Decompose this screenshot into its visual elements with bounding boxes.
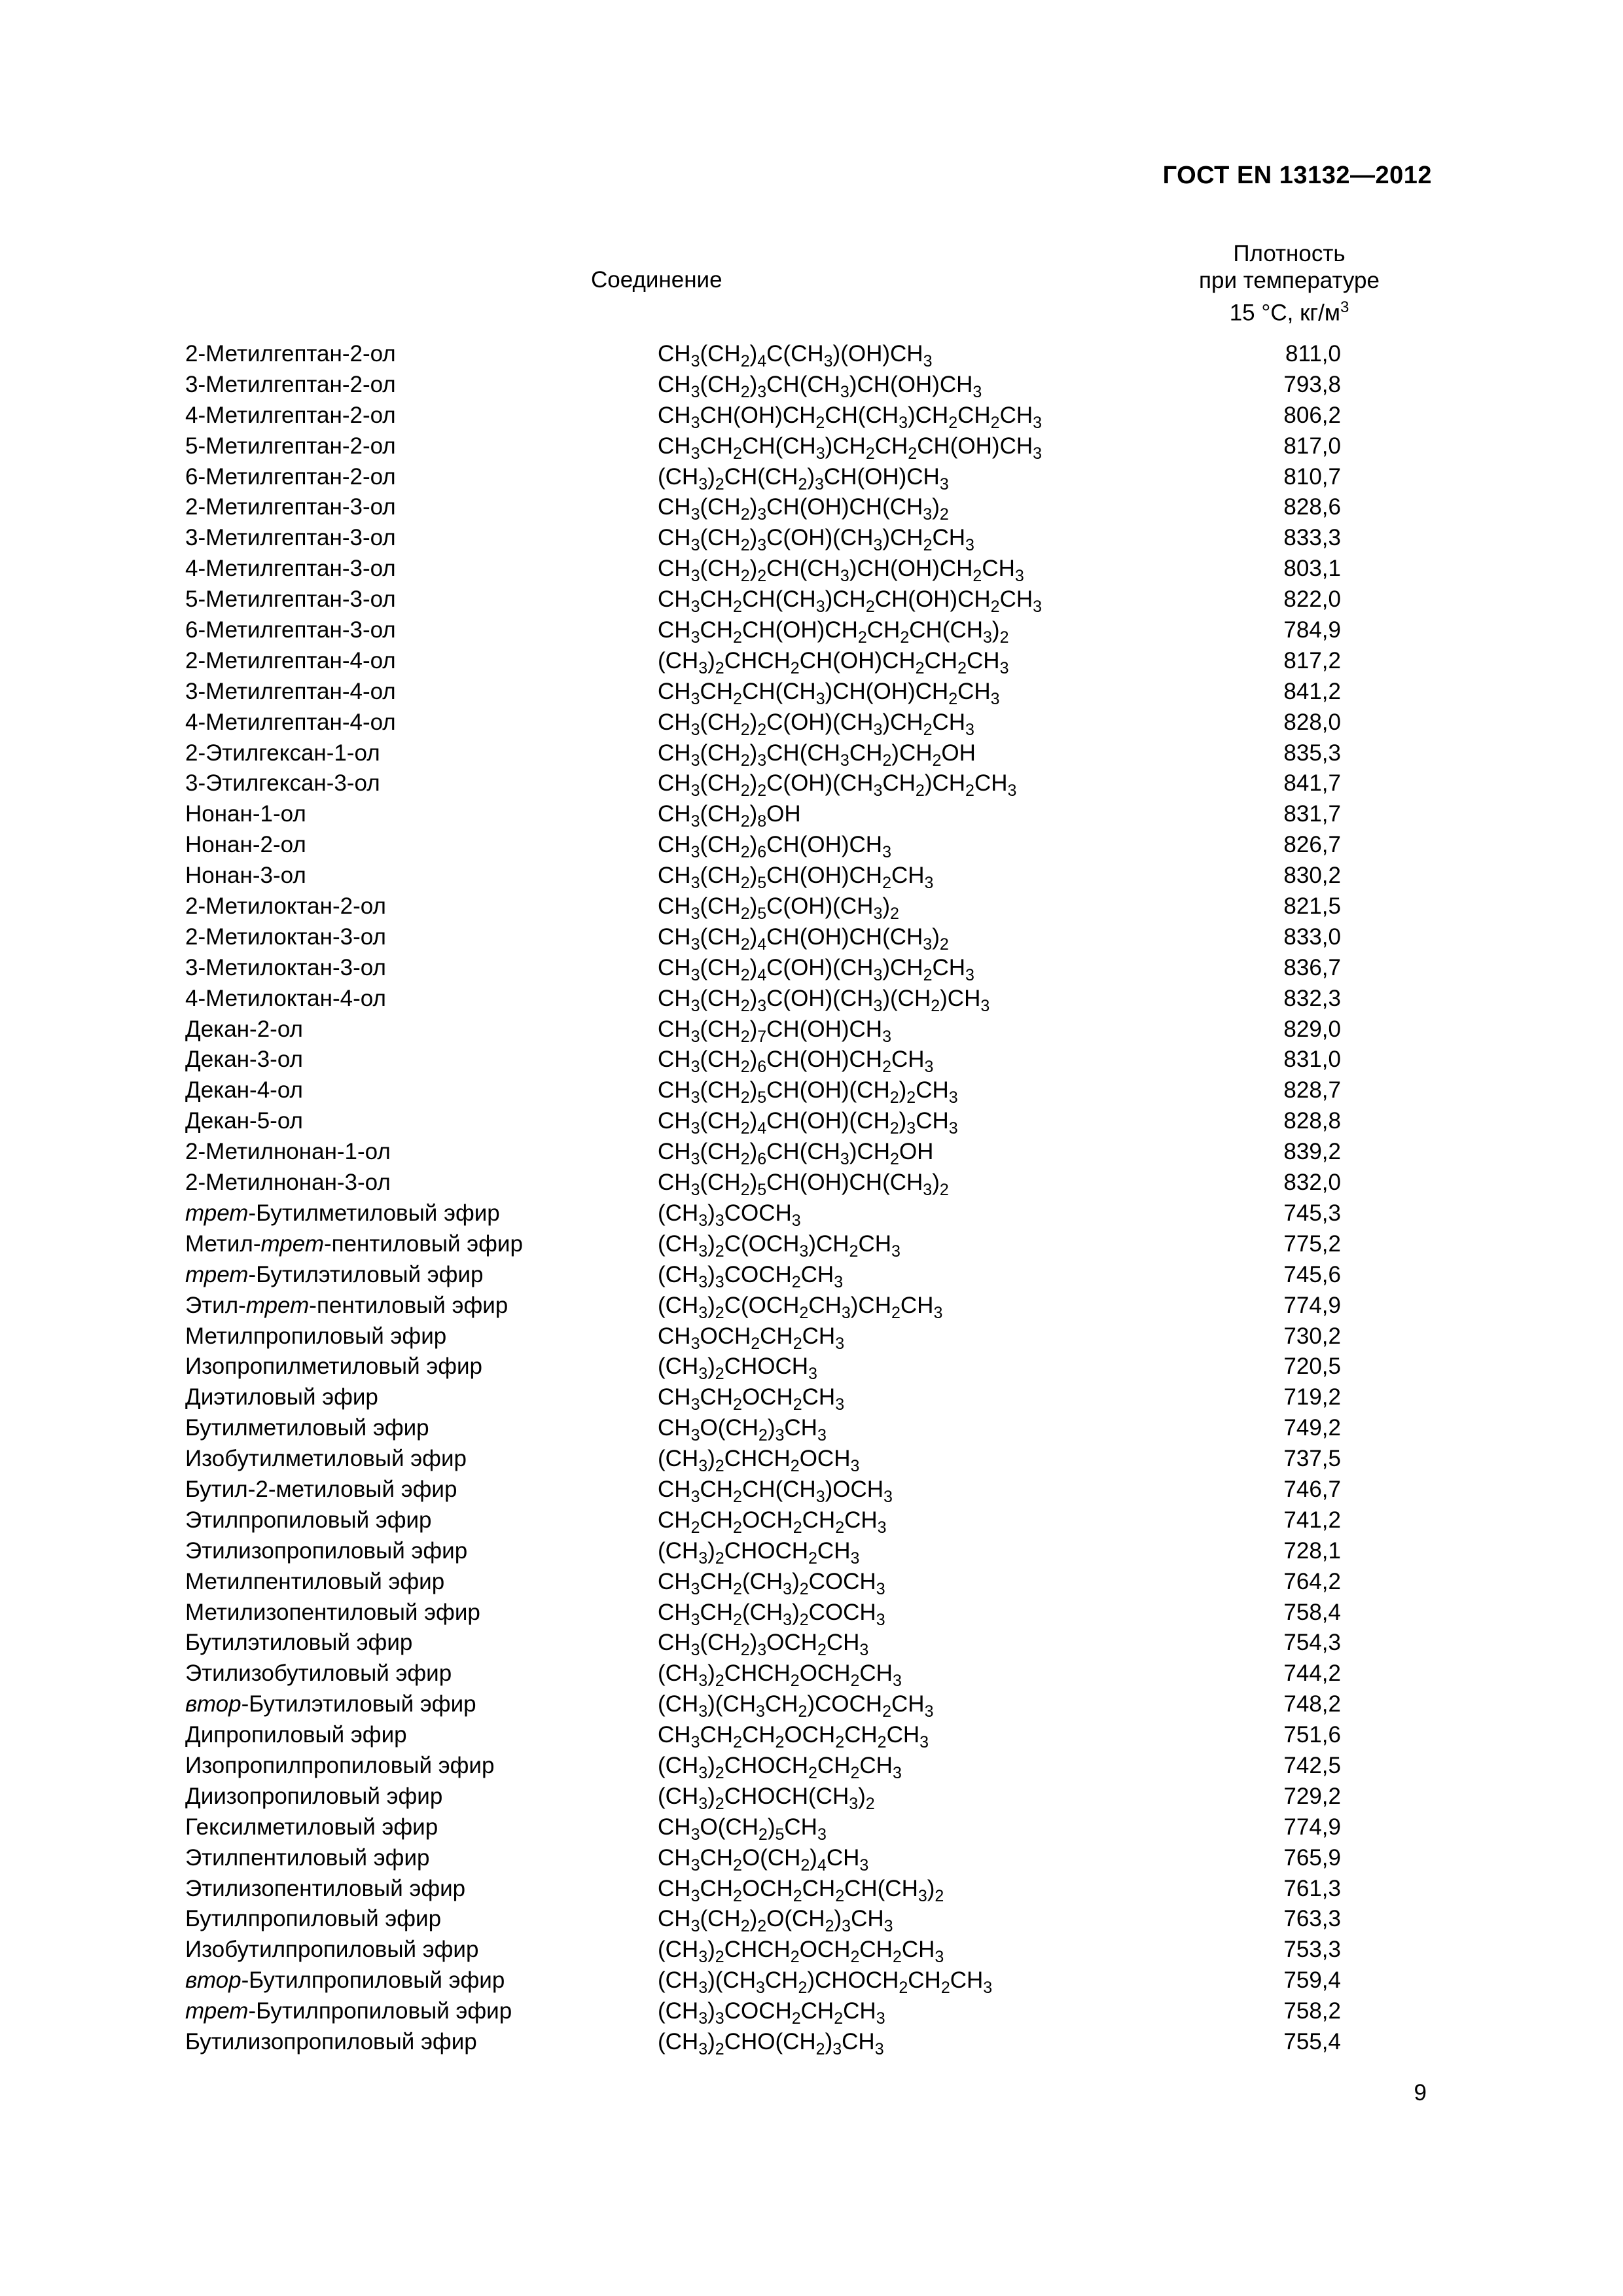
compound-formula: $CH_3(CH_2)_4CH(OH)(CH_2)_3CH_3$ [658,1108,958,1138]
compound-name: 4-Метилгептан-4-ол [185,709,396,735]
compound-formula: $(CH_3)_2C(OCH_2CH_3)CH_2CH_3$ [658,1292,943,1322]
table-row [185,986,1429,1016]
density-value: 749,2 [1283,1415,1341,1441]
compound-formula: $CH_3CH_2(CH_3)_2COCH_3$ [658,1599,885,1629]
compound-formula: $CH_3(CH_2)_5CH(OH)CH(CH_3)_2$ [658,1170,949,1200]
compound-name: Метилпропиловый эфир [185,1323,447,1349]
compound-formula: $CH_3(CH_2)_4CH(OH)CH(CH_3)_2$ [658,924,949,954]
table-row [185,1231,1429,1262]
density-value: 841,2 [1283,678,1341,704]
compound-formula: $CH_3(CH_2)_5C(OH)(CH_3)_2$ [658,893,899,924]
compound-formula: $CH_3O(CH_2)_5CH_3$ [658,1814,827,1844]
table-row [185,1446,1429,1477]
density-value: 741,2 [1283,1507,1341,1533]
compound-formula: $(CH_3)_3COCH_2CH_3$ [658,1261,844,1291]
density-value: 755,4 [1283,2028,1341,2054]
table-row [185,1200,1429,1231]
compound-formula: $CH_3CH_2CH_2OCH_2CH_2CH_3$ [658,1722,929,1752]
compound-formula: $CH_3(CH_2)_3OCH_2CH_3$ [658,1630,869,1660]
table-row [185,1660,1429,1691]
compound-formula: $CH_3CH_2(CH_3)_2COCH_3$ [658,1568,885,1598]
compound-name: 2-Метилнонан-1-ол [185,1139,391,1165]
density-value: 831,7 [1283,801,1341,827]
density-value: 720,5 [1283,1354,1341,1380]
compound-name: 3-Этилгексан-3-ол [185,770,380,797]
compound-formula: $CH_3(CH_2)_5CH(OH)(CH_2)_2CH_3$ [658,1077,958,1107]
compound-name: Этилизопентиловый эфир [185,1875,466,1901]
compound-formula: $(CH_3)_2CHCH_2OCH_2CH_3$ [658,1660,902,1691]
density-value: 730,2 [1283,1323,1341,1349]
compound-formula: $(CH_3)(CH_3CH_2)COCH_2CH_3$ [658,1691,934,1721]
table-row [185,832,1429,863]
table-row [185,2029,1429,2060]
table-row [185,1967,1429,1998]
compound-formula: $CH_3(CH_2)_4C(OH)(CH_3)CH_2CH_3$ [658,954,974,984]
compound-name: Изобутилметиловый эфир [185,1446,467,1472]
compound-formula: $CH_3CH_2CH(OH)CH_2CH_2CH(CH_3)_2$ [658,617,1009,647]
density-value: 828,8 [1283,1108,1341,1134]
compound-name: втор-Бутилэтиловый эфир [185,1691,476,1717]
density-header-line1: Плотность [1233,241,1346,266]
compound-formula: $CH_3(CH_2)_3C(OH)(CH_3)(CH_2)CH_3$ [658,985,990,1015]
table-row [185,893,1429,924]
compound-name: втор-Бутилпропиловый эфир [185,1967,505,1994]
table-row [185,1906,1429,1937]
compound-name: Изопропилпропиловый эфир [185,1752,495,1778]
table-row [185,494,1429,525]
compound-formula: $CH_3CH_2OCH_2CH_3$ [658,1384,845,1414]
compound-formula: $CH_3(CH_2)_3C(OH)(CH_3)CH_2CH_3$ [658,525,974,555]
table-row [185,1630,1429,1660]
compound-name: 6-Метилгептан-2-ол [185,463,396,490]
table-row [185,1139,1429,1170]
compound-name: 5-Метилгептан-3-ол [185,586,396,613]
compound-name: Бутилэтиловый эфир [185,1630,413,1656]
table-row [185,1477,1429,1507]
table-row [185,801,1429,832]
density-value: 821,5 [1283,893,1341,920]
table-row [185,1814,1429,1845]
compound-formula: $CH_3(CH_2)_3CH(OH)CH(CH_3)_2$ [658,494,949,524]
compound-name: Декан-3-ол [185,1047,303,1073]
table-row [185,1016,1429,1047]
density-header-line2: при температуре [1199,268,1380,293]
table-row [185,1047,1429,1077]
compound-name: Декан-2-ол [185,1016,303,1042]
compound-formula: $CH_3(CH_2)_5CH(OH)CH_2CH_3$ [658,863,934,893]
compound-name: трет-Бутилпропиловый эфир [185,1998,512,2024]
table-row [185,1262,1429,1293]
compound-name: Декан-4-ол [185,1077,303,1103]
compound-formula: $CH_2CH_2OCH_2CH_2CH_3$ [658,1507,887,1537]
compound-formula: $CH_3(CH_2)_6CH(CH_3)CH_2OH$ [658,1139,934,1169]
compound-name: 2-Метилгептан-3-ол [185,494,396,520]
density-value: 803,1 [1283,556,1341,582]
compound-name: Этилизопропиловый эфир [185,1537,468,1564]
density-value: 810,7 [1283,463,1341,490]
density-value: 829,0 [1283,1016,1341,1042]
compound-name: 3-Метилоктан-3-ол [185,954,386,980]
density-value: 745,3 [1283,1200,1341,1226]
density-value: 826,7 [1283,832,1341,858]
table-row [185,955,1429,986]
compound-formula: $(CH_3)_3COCH_2CH_2CH_3$ [658,1998,885,2028]
table-row [185,403,1429,433]
density-value: 841,7 [1283,770,1341,797]
column-header-compound: Соединение [591,267,722,293]
density-value: 761,3 [1283,1875,1341,1901]
density-value: 839,2 [1283,1139,1341,1165]
table-row [185,1415,1429,1446]
density-value: 758,4 [1283,1599,1341,1625]
compound-name: Гексилметиловый эфир [185,1814,438,1840]
compound-name: трет-Бутилэтиловый эфир [185,1261,484,1287]
compound-formula: $(CH_3)_2CHO(CH_2)_3CH_3$ [658,2028,884,2058]
compound-formula: $(CH_3)_2CHCH_2OCH_3$ [658,1446,860,1476]
compound-name: Нонан-1-ол [185,801,306,827]
compound-formula: $CH_3OCH_2CH_2CH_3$ [658,1323,845,1353]
compound-name: Метилизопентиловый эфир [185,1599,480,1625]
compound-name: 3-Метилгептан-3-ол [185,525,396,551]
table-row [185,1108,1429,1139]
compound-name: Декан-5-ол [185,1108,303,1134]
table-row [185,1876,1429,1907]
table-row [185,1691,1429,1722]
compound-name: Метилпентиловый эфир [185,1568,445,1594]
compound-name: Метил-трет-пентиловый эфир [185,1230,523,1257]
compound-formula: $(CH_3)_2CHCH_2OCH_2CH_2CH_3$ [658,1937,944,1967]
density-value: 744,2 [1283,1660,1341,1687]
compound-density-table [185,341,1429,2060]
density-value: 748,2 [1283,1691,1341,1717]
density-value: 793,8 [1283,371,1341,397]
table-row [185,1998,1429,2029]
compound-name: 3-Метилгептан-4-ол [185,678,396,704]
table-row [185,1170,1429,1200]
compound-name: Нонан-3-ол [185,863,306,889]
density-value: 832,3 [1283,985,1341,1011]
compound-formula: $CH_3CH_2CH(CH_3)CH(OH)CH_2CH_3$ [658,678,1000,708]
table-row [185,372,1429,403]
compound-formula: $CH_3(CH_2)_7CH(OH)CH_3$ [658,1016,891,1046]
compound-name: Бутилметиловый эфир [185,1415,429,1441]
density-value: 719,2 [1283,1384,1341,1410]
compound-name: Изопропилметиловый эфир [185,1354,483,1380]
table-row [185,1845,1429,1876]
table-row [185,679,1429,709]
table-row [185,1784,1429,1814]
compound-name: 2-Метилоктан-2-ол [185,893,386,920]
table-row [185,556,1429,586]
compound-formula: $CH_3O(CH_2)_3CH_3$ [658,1415,827,1445]
table-row [185,709,1429,740]
compound-formula: $CH_3(CH_2)_3CH(CH_3)CH(OH)CH_3$ [658,371,982,401]
density-value: 835,3 [1283,740,1341,766]
compound-name: Этилпропиловый эфир [185,1507,432,1533]
compound-name: 2-Этилгексан-1-ол [185,740,380,766]
compound-name: Этилпентиловый эфир [185,1844,430,1871]
density-value: 765,9 [1283,1844,1341,1871]
density-value: 751,6 [1283,1722,1341,1748]
density-value: 754,3 [1283,1630,1341,1656]
density-value: 775,2 [1283,1230,1341,1257]
density-value: 742,5 [1283,1752,1341,1778]
compound-formula: $CH_3CH(OH)CH_2CH(CH_3)CH_2CH_2CH_3$ [658,402,1043,432]
compound-formula: $CH_3(CH_2)_8OH$ [658,801,801,831]
table-row [185,1507,1429,1538]
column-header-density [1191,240,1387,327]
density-value: 737,5 [1283,1446,1341,1472]
compound-formula: $CH_3(CH_2)_2CH(CH_3)CH(OH)CH_2CH_3$ [658,556,1024,586]
compound-formula: $(CH_3)_2CH(CH_2)_3CH(OH)CH_3$ [658,463,949,493]
compound-formula: $CH_3(CH_2)_2C(OH)(CH_3CH_2)CH_2CH_3$ [658,770,1017,800]
density-value: 817,0 [1283,433,1341,459]
density-value: 745,6 [1283,1261,1341,1287]
table-row [185,1077,1429,1108]
table-row [185,1753,1429,1784]
compound-formula: $CH_3CH_2CH(CH_3)CH_2CH_2CH(OH)CH_3$ [658,433,1043,463]
table-row [185,1569,1429,1600]
compound-formula: $CH_3(CH_2)_3CH(CH_3CH_2)CH_2OH$ [658,740,976,770]
compound-name: 5-Метилгептан-2-ол [185,433,396,459]
table-row [185,924,1429,955]
density-value: 833,0 [1283,924,1341,950]
compound-name: 2-Метилгептан-2-ол [185,341,396,367]
compound-name: Диизопропиловый эфир [185,1783,443,1809]
table-row [185,1384,1429,1415]
compound-formula: $(CH_3)_2CHOCH(CH_3)_2$ [658,1783,875,1813]
density-value: 836,7 [1283,954,1341,980]
density-value: 764,2 [1283,1568,1341,1594]
density-value: 759,4 [1283,1967,1341,1994]
compound-name: Нонан-2-ол [185,832,306,858]
density-value: 822,0 [1283,586,1341,613]
compound-name: Бутил-2-метиловый эфир [185,1476,457,1502]
compound-formula: $CH_3(CH_2)_2O(CH_2)_3CH_3$ [658,1906,893,1936]
compound-name: 4-Метилгептан-2-ол [185,402,396,428]
table-row [185,1937,1429,1967]
density-value: 728,1 [1283,1537,1341,1564]
compound-name: Этилизобутиловый эфир [185,1660,452,1687]
compound-formula: $(CH_3)_2C(OCH_3)CH_2CH_3$ [658,1230,901,1261]
table-row [185,1722,1429,1753]
density-value: 784,9 [1283,617,1341,643]
page-number: 9 [1414,2080,1427,2106]
table-row [185,464,1429,495]
density-value: 828,6 [1283,494,1341,520]
density-value: 830,2 [1283,863,1341,889]
table-row [185,617,1429,648]
density-value: 828,0 [1283,709,1341,735]
table-row [185,770,1429,801]
density-value: 817,2 [1283,647,1341,673]
compound-formula: $(CH_3)_2CHOCH_2CH_2CH_3$ [658,1752,902,1782]
table-row [185,1600,1429,1630]
compound-name: Бутилизопропиловый эфир [185,2028,477,2054]
density-header-line3 [1191,294,1387,327]
density-value: 746,7 [1283,1476,1341,1502]
standard-code: ГОСТ EN 13132—2012 [1162,162,1432,189]
compound-name: Бутилпропиловый эфир [185,1906,442,1932]
table-row [185,1538,1429,1569]
density-value: 828,7 [1283,1077,1341,1103]
table-row [185,1293,1429,1323]
compound-formula: $(CH_3)_2CHOCH_2CH_3$ [658,1537,860,1568]
density-value: 832,0 [1283,1170,1341,1196]
table-row [185,1354,1429,1384]
compound-name: 4-Метилгептан-3-ол [185,556,396,582]
density-value: 833,3 [1283,525,1341,551]
compound-name: Этил-трет-пентиловый эфир [185,1292,508,1318]
compound-formula: $CH_3(CH_2)_4C(CH_3)(OH)CH_3$ [658,341,933,370]
compound-formula: $CH_3CH_2CH(CH_3)CH_2CH(OH)CH_2CH_3$ [658,586,1043,617]
table-row [185,1323,1429,1354]
table-row [185,341,1429,372]
density-header-unit: 15 °C, кг/м [1229,300,1340,326]
density-value: 774,9 [1283,1814,1341,1840]
density-value: 758,2 [1283,1998,1341,2024]
density-value: 729,2 [1283,1783,1341,1809]
density-value: 753,3 [1283,1937,1341,1963]
compound-name: Дипропиловый эфир [185,1722,407,1748]
density-value: 811,0 [1285,341,1341,367]
table-row [185,863,1429,893]
table-row [185,740,1429,771]
compound-formula: $CH_3(CH_2)_6CH(OH)CH_2CH_3$ [658,1047,934,1077]
compound-name: 6-Метилгептан-3-ол [185,617,396,643]
table-row [185,525,1429,556]
compound-formula: $CH_3CH_2OCH_2CH_2CH(CH_3)_2$ [658,1875,944,1905]
density-value: 774,9 [1283,1292,1341,1318]
compound-formula: $(CH_3)_2CHOCH_3$ [658,1354,817,1384]
compound-name: 3-Метилгептан-2-ол [185,371,396,397]
compound-formula: $CH_3CH_2CH(CH_3)OCH_3$ [658,1476,893,1506]
compound-formula: $(CH_3)(CH_3CH_2)CHOCH_2CH_2CH_3$ [658,1967,993,1998]
compound-name: Изобутилпропиловый эфир [185,1937,479,1963]
compound-name: 2-Метилоктан-3-ол [185,924,386,950]
compound-name: 2-Метилгептан-4-ол [185,647,396,673]
compound-formula: $CH_3CH_2O(CH_2)_4CH_3$ [658,1844,869,1874]
density-header-unit-exponent: 3 [1340,298,1349,316]
compound-name: 2-Метилнонан-3-ол [185,1170,391,1196]
compound-formula: $(CH_3)_3COCH_3$ [658,1200,801,1230]
table-row [185,586,1429,617]
compound-name: 4-Метилоктан-4-ол [185,985,386,1011]
compound-name: трет-Бутилметиловый эфир [185,1200,500,1226]
compound-name: Диэтиловый эфир [185,1384,378,1410]
density-value: 831,0 [1283,1047,1341,1073]
compound-formula: $CH_3(CH_2)_2C(OH)(CH_3)CH_2CH_3$ [658,709,974,739]
density-value: 763,3 [1283,1906,1341,1932]
table-row [185,433,1429,464]
table-row [185,648,1429,679]
compound-formula: $CH_3(CH_2)_6CH(OH)CH_3$ [658,832,891,862]
compound-formula: $(CH_3)_2CHCH_2CH(OH)CH_2CH_2CH_3$ [658,647,1009,677]
density-value: 806,2 [1283,402,1341,428]
